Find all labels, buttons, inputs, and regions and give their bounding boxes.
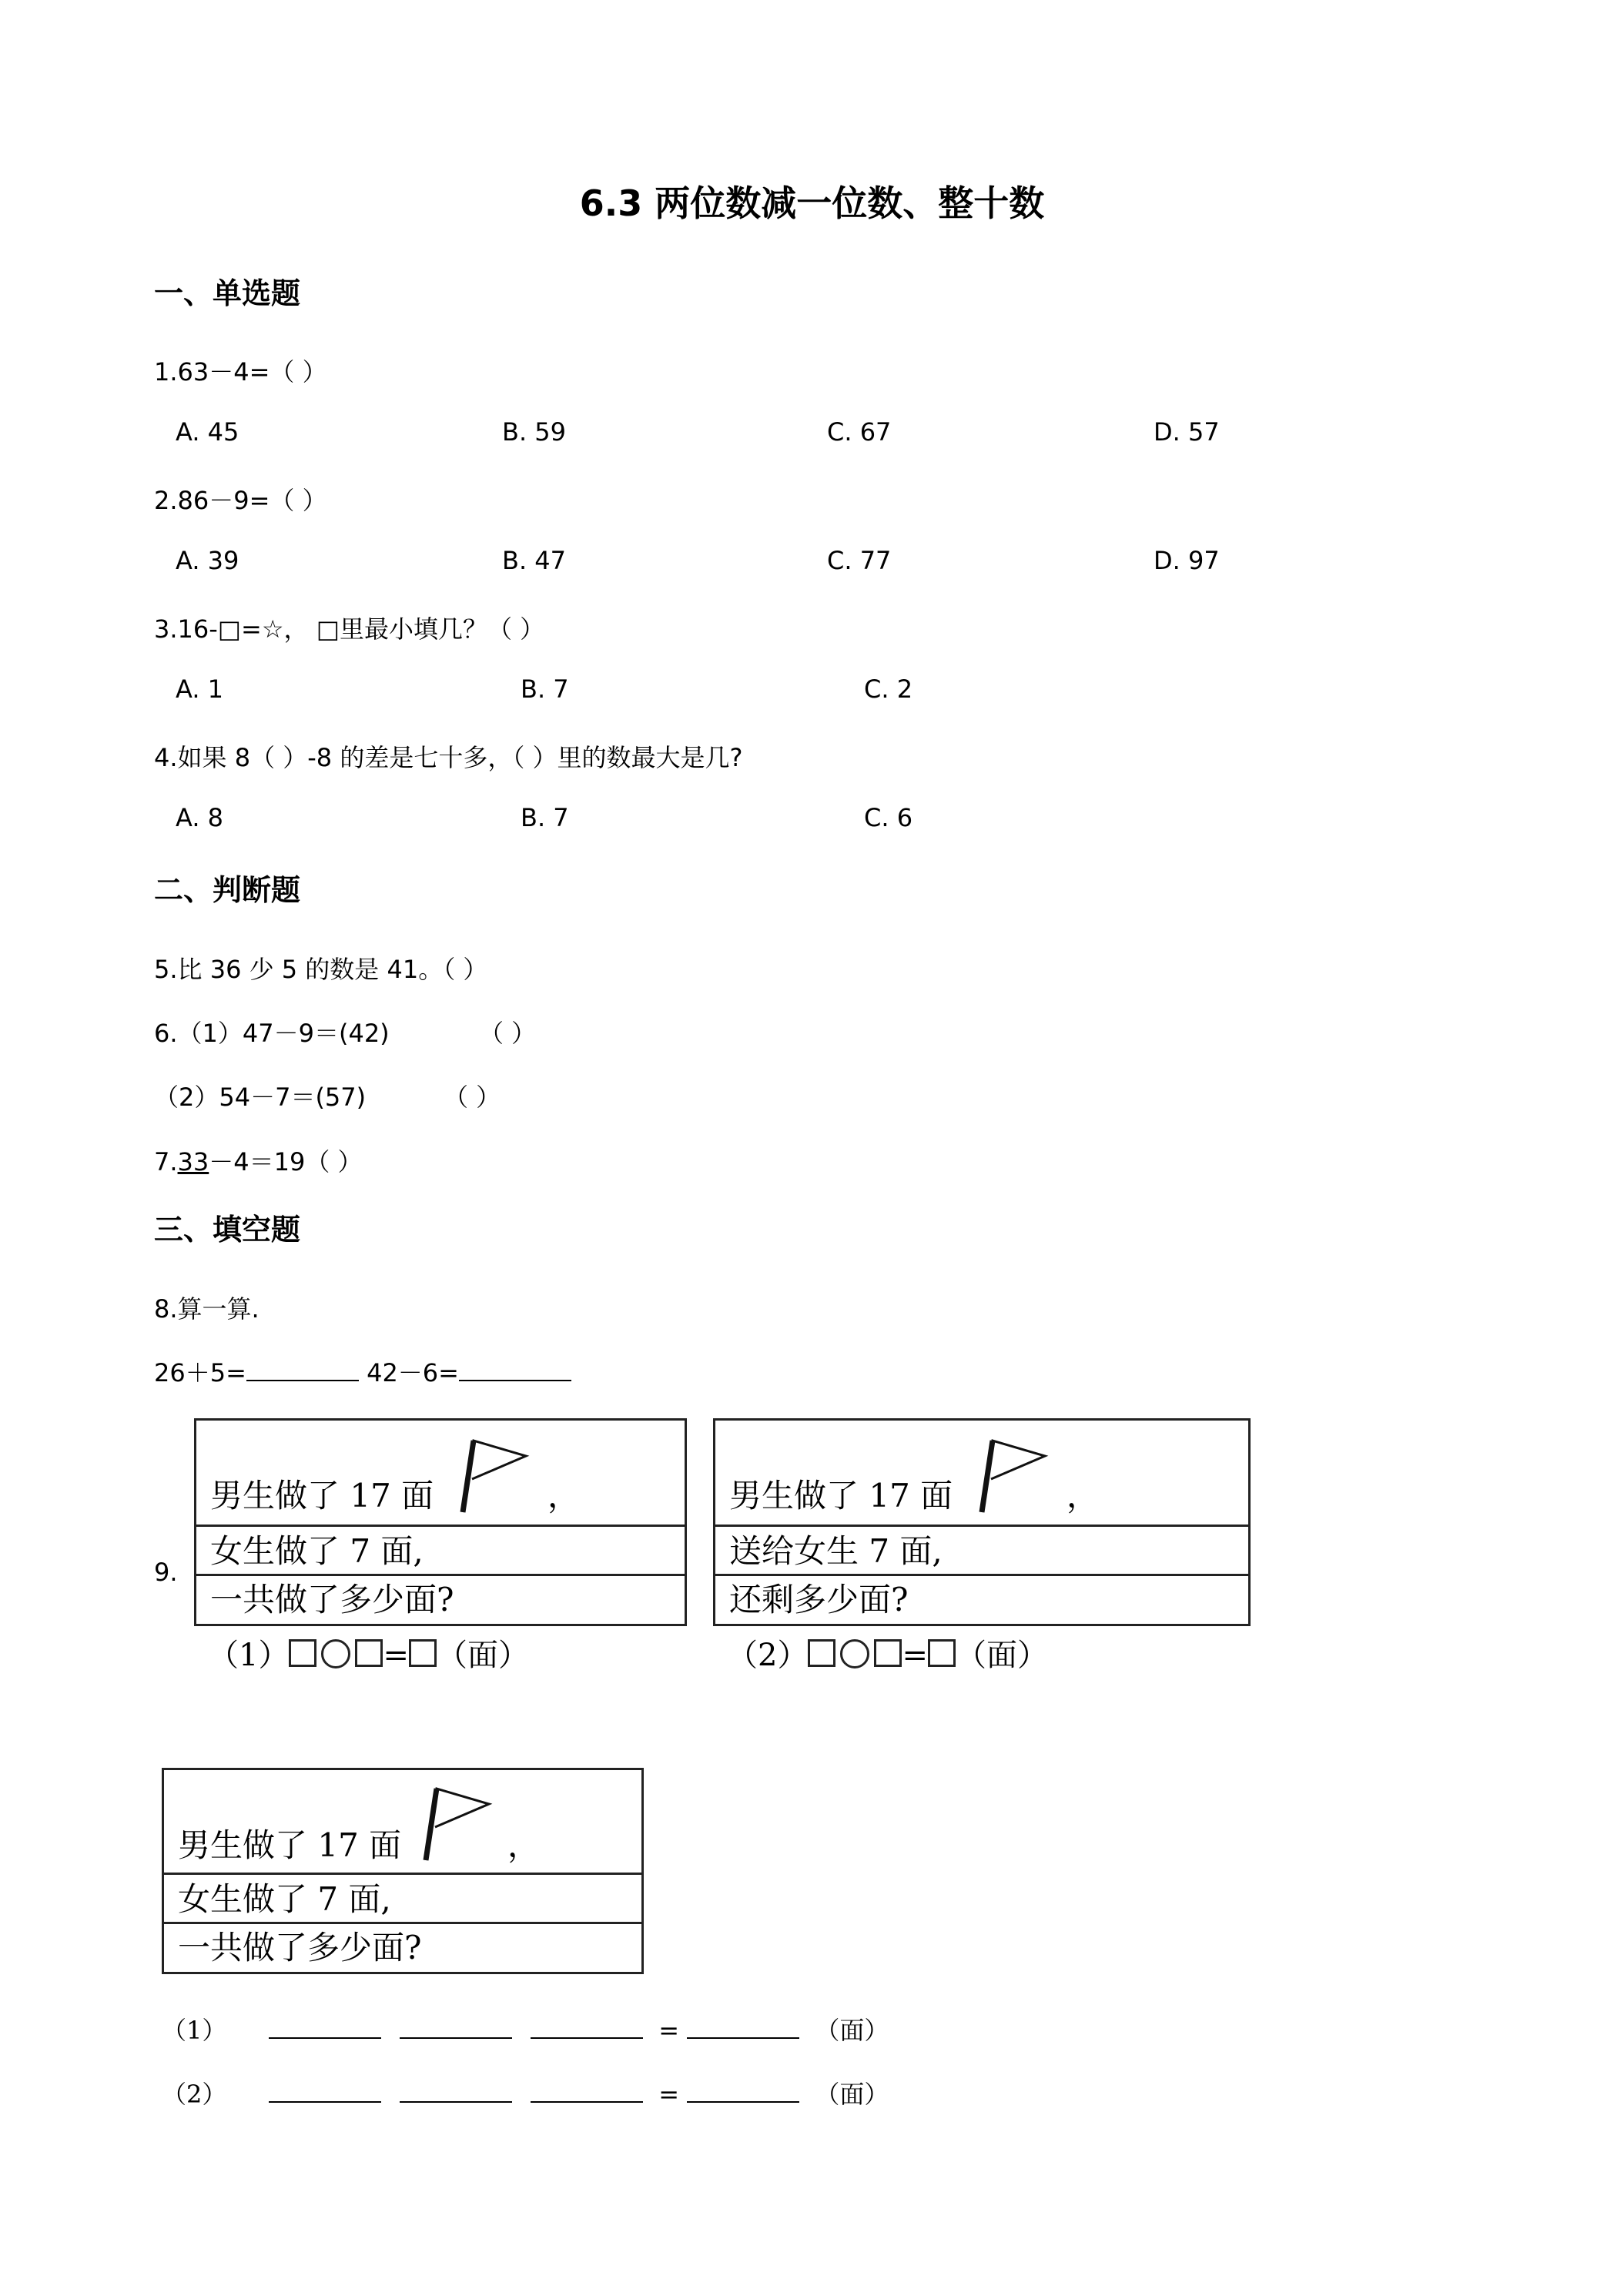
box2-line-3: 还剩多少面? [715,1574,1248,1622]
q9-word-problem-box-3 [162,1768,644,1974]
formula-1-unit: （面） [436,1638,529,1673]
q9-answer-line-1 [162,2011,889,2047]
flag-icon [457,1431,541,1516]
question-6-part-1-answer[interactable]: （ ） [479,1019,537,1048]
box1-row-1 [196,1421,685,1525]
box1-line-3: 一共做了多少面? [196,1574,685,1622]
q8-expr-1: 26＋5= [154,1358,246,1387]
q9-word-problem-box-2 [713,1418,1251,1626]
question-8-stem: 8.算一算. [154,1294,260,1324]
q1-option-d[interactable]: D. 57 [1154,417,1220,447]
formula-2-unit: （面） [955,1638,1048,1673]
box2-row-1 [715,1421,1248,1525]
box1-comma: ， [547,1477,581,1514]
box3-line-3: 一共做了多少面? [164,1922,641,1970]
q8-blank-1[interactable] [246,1357,359,1381]
question-1-stem: 1.63－4=（ ） [154,357,327,387]
question-9-number: 9. [154,1558,178,1587]
square-icon [808,1639,835,1667]
q2-option-a[interactable]: A. 39 [176,546,239,575]
answer-2-blank-2[interactable] [400,2078,512,2103]
q2-option-c[interactable]: C. 77 [827,546,892,575]
box3-line-1: 男生做了 17 面 [178,1826,402,1864]
square-icon [928,1639,956,1667]
q3-option-c[interactable]: C. 2 [864,674,913,704]
box3-comma: ， [507,1826,541,1864]
q8-expr-2: 42－6= [367,1358,459,1387]
answer-2-blank-1[interactable] [269,2078,381,2103]
page-title: 6.3 两位数减一位数、整十数 [579,182,1045,224]
flag-icon [420,1779,504,1864]
q4-option-b[interactable]: B. 7 [521,803,569,832]
answer-1-unit: （面） [815,2016,889,2045]
box3-line-2: 女生做了 7 面, [164,1873,641,1922]
circle-icon [840,1639,869,1668]
square-icon [409,1639,437,1667]
question-6-part-2: （2）54－7＝(57) [154,1083,367,1112]
answer-2-label: （2） [162,2080,227,2109]
q3-option-b[interactable]: B. 7 [521,674,569,704]
answer-1-blank-result[interactable] [687,2014,799,2039]
q7-prefix: 7. [154,1147,178,1176]
box2-line-1: 男生做了 17 面 [729,1477,953,1514]
question-8-expressions [154,1354,571,1389]
square-icon [874,1639,902,1667]
formula-2-equals: = [902,1638,928,1673]
question-3-stem: 3.16-□=☆， □里最小填几？（ ） [154,614,545,644]
q1-option-a[interactable]: A. 45 [176,417,239,447]
answer-1-blank-2[interactable] [400,2014,512,2039]
section-heading-true-false: 二、判断题 [154,873,301,907]
q9-word-problem-box-1 [194,1418,687,1626]
answer-2-blank-result[interactable] [687,2078,799,2103]
answer-1-blank-1[interactable] [269,2014,381,2039]
q9-formula-1 [208,1631,529,1675]
box2-line-2: 送给女生 7 面, [715,1525,1248,1574]
answer-2-equals: = [658,2080,680,2109]
question-4-stem: 4.如果 8（ ）-8 的差是七十多，（ ）里的数最大是几? [154,743,743,772]
q4-option-c[interactable]: C. 6 [864,803,913,832]
formula-1-equals: = [383,1638,409,1673]
flag-icon [976,1431,1060,1516]
answer-1-blank-3[interactable] [531,2014,643,2039]
answer-2-unit: （面） [815,2080,889,2109]
question-5-stem: 5.比 36 少 5 的数是 41。（ ） [154,955,488,984]
question-6-part-2-answer[interactable]: （ ） [444,1083,501,1112]
square-icon [289,1639,316,1667]
box1-line-2: 女生做了 7 面, [196,1525,685,1574]
answer-1-equals: = [658,2016,680,2045]
q1-option-b[interactable]: B. 59 [502,417,567,447]
box1-line-1: 男生做了 17 面 [210,1477,434,1514]
formula-1-label: （1） [208,1638,290,1673]
formula-2-label: （2） [727,1638,809,1673]
q3-option-a[interactable]: A. 1 [176,674,224,704]
section-heading-single-choice: 一、单选题 [154,276,301,310]
answer-1-label: （1） [162,2016,227,2045]
box3-row-1 [164,1770,641,1873]
box2-comma: ， [1066,1477,1100,1514]
q9-formula-2 [727,1631,1048,1675]
q4-option-a[interactable]: A. 8 [176,803,224,832]
section-heading-fill-blank: 三、填空题 [154,1213,301,1247]
question-2-stem: 2.86－9=（ ） [154,486,327,515]
answer-2-blank-3[interactable] [531,2078,643,2103]
question-6-part-1: 6.（1）47－9＝(42) [154,1019,390,1048]
q2-option-d[interactable]: D. 97 [1154,546,1220,575]
q7-underlined-number: 33 [177,1147,209,1176]
square-icon [355,1639,383,1667]
q1-option-c[interactable]: C. 67 [827,417,892,447]
question-7-stem [154,1143,363,1178]
circle-icon [321,1639,350,1668]
q9-answer-line-2 [162,2075,889,2110]
q7-rest: －4＝19（ ） [209,1147,363,1176]
q2-option-b[interactable]: B. 47 [502,546,567,575]
q8-blank-2[interactable] [459,1357,571,1381]
